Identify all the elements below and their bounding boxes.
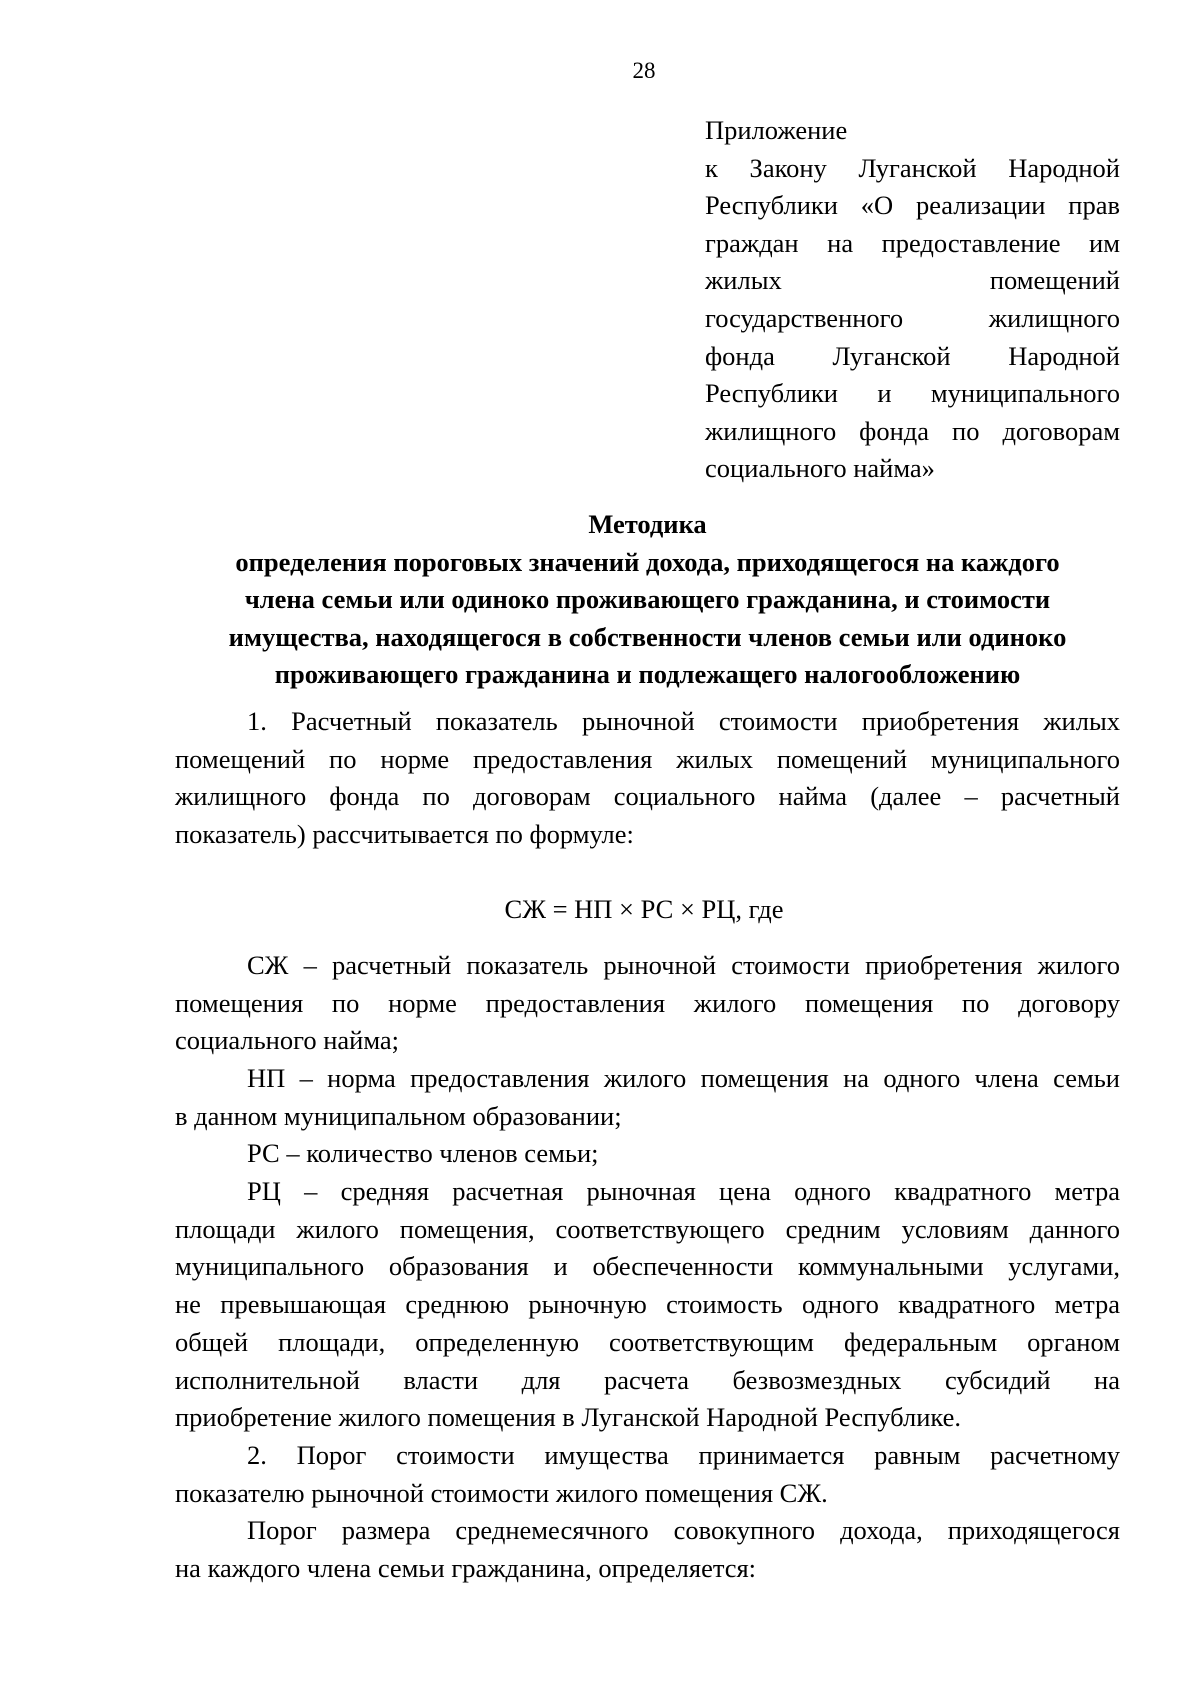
paragraph-3 bbox=[175, 1512, 1120, 1587]
appendix-line: жилищного фонда по договорам bbox=[705, 415, 1120, 446]
appendix-line: жилых помещений bbox=[705, 265, 1120, 296]
text-line: помещений по норме предоставления жилых помещений муниципального bbox=[175, 743, 1120, 774]
text-line: не превышающая среднюю рыночную стоимость одного квадратного метра bbox=[175, 1289, 1120, 1320]
text-line: СЖ – расчетный показатель рыночной стоимости приобретения жилого bbox=[247, 950, 1120, 980]
definition-rc bbox=[175, 1173, 1120, 1437]
text-line: площади жилого помещения, соответствующего средним условиям данного bbox=[175, 1213, 1120, 1244]
appendix-line: к Закону Луганской Народной bbox=[705, 152, 1120, 183]
text-line: в данном муниципальном образовании; bbox=[175, 1100, 622, 1131]
appendix-block bbox=[705, 112, 1120, 488]
paragraph-2 bbox=[175, 1437, 1120, 1512]
page-number: 28 bbox=[632, 58, 656, 83]
text-line: помещения по норме предоставления жилого помещения по договору bbox=[175, 987, 1120, 1018]
text-line: исполнительной власти для расчета безвозмездных субсидий на bbox=[175, 1364, 1120, 1395]
formula: СЖ = НП × РС × РЦ, где bbox=[504, 894, 784, 924]
appendix-line: социального найма» bbox=[705, 453, 935, 484]
appendix-line: фонда Луганской Народной bbox=[705, 340, 1120, 371]
title-line: определения пороговых значений дохода, приходящегося на каждого bbox=[235, 546, 1060, 577]
text-line: показателю рыночной стоимости жилого помещения СЖ. bbox=[175, 1477, 828, 1508]
appendix-line: граждан на предоставление им bbox=[705, 227, 1120, 258]
paragraph-1 bbox=[175, 703, 1120, 854]
text-line: РС – количество членов семьи; bbox=[247, 1138, 599, 1168]
text-line: на каждого члена семьи гражданина, определяется: bbox=[175, 1552, 757, 1583]
title-line: имущества, находящегося в собственности членов семьи или одиноко bbox=[228, 621, 1067, 652]
text-line: жилищного фонда по договорам социального найма (далее – расчетный bbox=[175, 781, 1120, 812]
title-heading: Методика bbox=[588, 509, 707, 539]
title-line: члена семьи или одиноко проживающего гражданина, и стоимости bbox=[244, 584, 1051, 614]
text-line: муниципального образования и обеспеченности коммунальными услугами, bbox=[175, 1251, 1120, 1282]
text-line: РЦ – средняя расчетная рыночная цена одного квадратного метра bbox=[247, 1176, 1120, 1206]
appendix-line: Республики и муниципального bbox=[705, 378, 1120, 409]
text-line: социального найма; bbox=[175, 1025, 400, 1056]
appendix-line: государственного жилищного bbox=[705, 302, 1120, 333]
text-line: показатель) рассчитывается по формуле: bbox=[175, 819, 634, 850]
text-line: НП – норма предоставления жилого помещения на одного члена семьи bbox=[247, 1063, 1120, 1093]
appendix-line: Приложение bbox=[705, 115, 848, 145]
definition-sj bbox=[175, 947, 1120, 1060]
document-title bbox=[175, 506, 1120, 694]
text-line: Порог размера среднемесячного совокупного дохода, приходящегося bbox=[247, 1515, 1120, 1545]
definition-rs bbox=[175, 1135, 1120, 1173]
text-line: общей площади, определенную соответствующим федеральным органом bbox=[175, 1326, 1120, 1357]
text-line: 1. Расчетный показатель рыночной стоимости приобретения жилых bbox=[247, 706, 1120, 736]
appendix-line: Республики «О реализации прав bbox=[705, 190, 1120, 221]
title-line: проживающего гражданина и подлежащего налогообложению bbox=[274, 659, 1021, 689]
text-line: приобретение жилого помещения в Луганской Народной Республике. bbox=[175, 1402, 962, 1433]
definition-np bbox=[175, 1060, 1120, 1135]
text-line: 2. Порог стоимости имущества принимается равным расчетному bbox=[247, 1440, 1120, 1470]
